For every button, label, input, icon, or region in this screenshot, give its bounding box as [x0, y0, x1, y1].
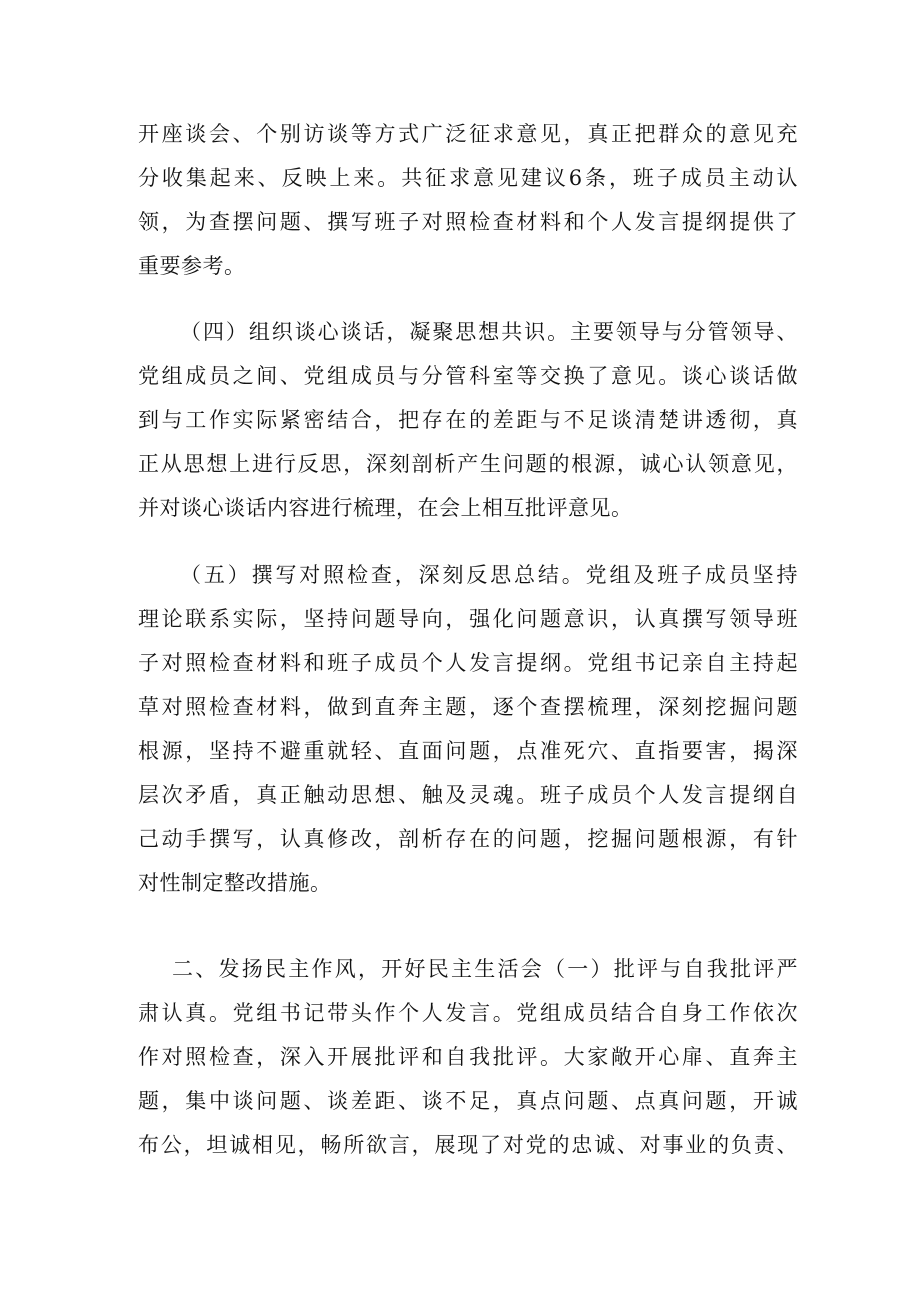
paragraph-4: [138, 947, 798, 1167]
text-line: 理论联系实际，坚持问题导向，强化问题意识，认真撰写领导班: [138, 607, 798, 631]
text-line: 二、发扬民主作风，开好民主生活会（一）批评与自我批评严: [172, 957, 798, 981]
text-line: 题，集中谈问题、谈差距、谈不足，真点问题、点真问题，开诚: [138, 1089, 798, 1113]
text-line: 到与工作实际紧密结合，把存在的差距与不足谈清楚讲透彻，真: [138, 408, 798, 432]
text-line: 根源，坚持不避重就轻、直面问题，点准死穴、直指要害，揭深: [138, 739, 798, 763]
text-line: （五）撰写对照检查，深刻反思总结。党组及班子成员坚持: [180, 563, 798, 587]
text-line: 正从思想上进行反思，深刻剖析产生问题的根源，诚心认领意见，: [138, 452, 798, 476]
text-line: 并对谈心谈话内容进行梳理，在会上相互批评意见。: [138, 496, 633, 520]
text-line: 分收集起来、反映上来。共征求意见建议6条，班子成员主动认: [138, 166, 798, 190]
text-line: 对性制定整改措施。: [138, 871, 332, 895]
paragraph-3: [138, 553, 798, 905]
text-line: 党组成员之间、党组成员与分管科室等交换了意见。谈心谈话做: [138, 364, 798, 388]
text-line: 层次矛盾，真正触动思想、触及灵魂。班子成员个人发言提纲自: [138, 783, 798, 807]
text-line: 领，为查摆问题、撰写班子对照检查材料和个人发言提纲提供了: [138, 210, 798, 234]
text-line: 草对照检查材料，做到直奔主题，逐个查摆梳理，深刻挖掘问题: [138, 695, 798, 719]
text-line: （四）组织谈心谈话，凝聚思想共识。主要领导与分管领导、: [180, 320, 798, 344]
text-line: 布公，坦诚相见，畅所欲言，展现了对党的忠诚、对事业的负责、: [138, 1133, 798, 1157]
text-line: 子对照检查材料和班子成员个人发言提纲。党组书记亲自主持起: [138, 651, 798, 675]
text-line: 开座谈会、个别访谈等方式广泛征求意见，真正把群众的意见充: [138, 122, 798, 146]
text-line: 己动手撰写，认真修改，剖析存在的问题，挖掘问题根源，有针: [138, 827, 798, 851]
text-line: 重要参考。: [138, 254, 246, 278]
text-line: 肃认真。党组书记带头作个人发言。党组成员结合自身工作依次: [138, 1001, 798, 1025]
paragraph-2: [138, 310, 798, 530]
text-line: 作对照检查，深入开展批评和自我批评。大家敞开心扉、直奔主: [138, 1045, 798, 1069]
paragraph-1: [138, 112, 798, 288]
